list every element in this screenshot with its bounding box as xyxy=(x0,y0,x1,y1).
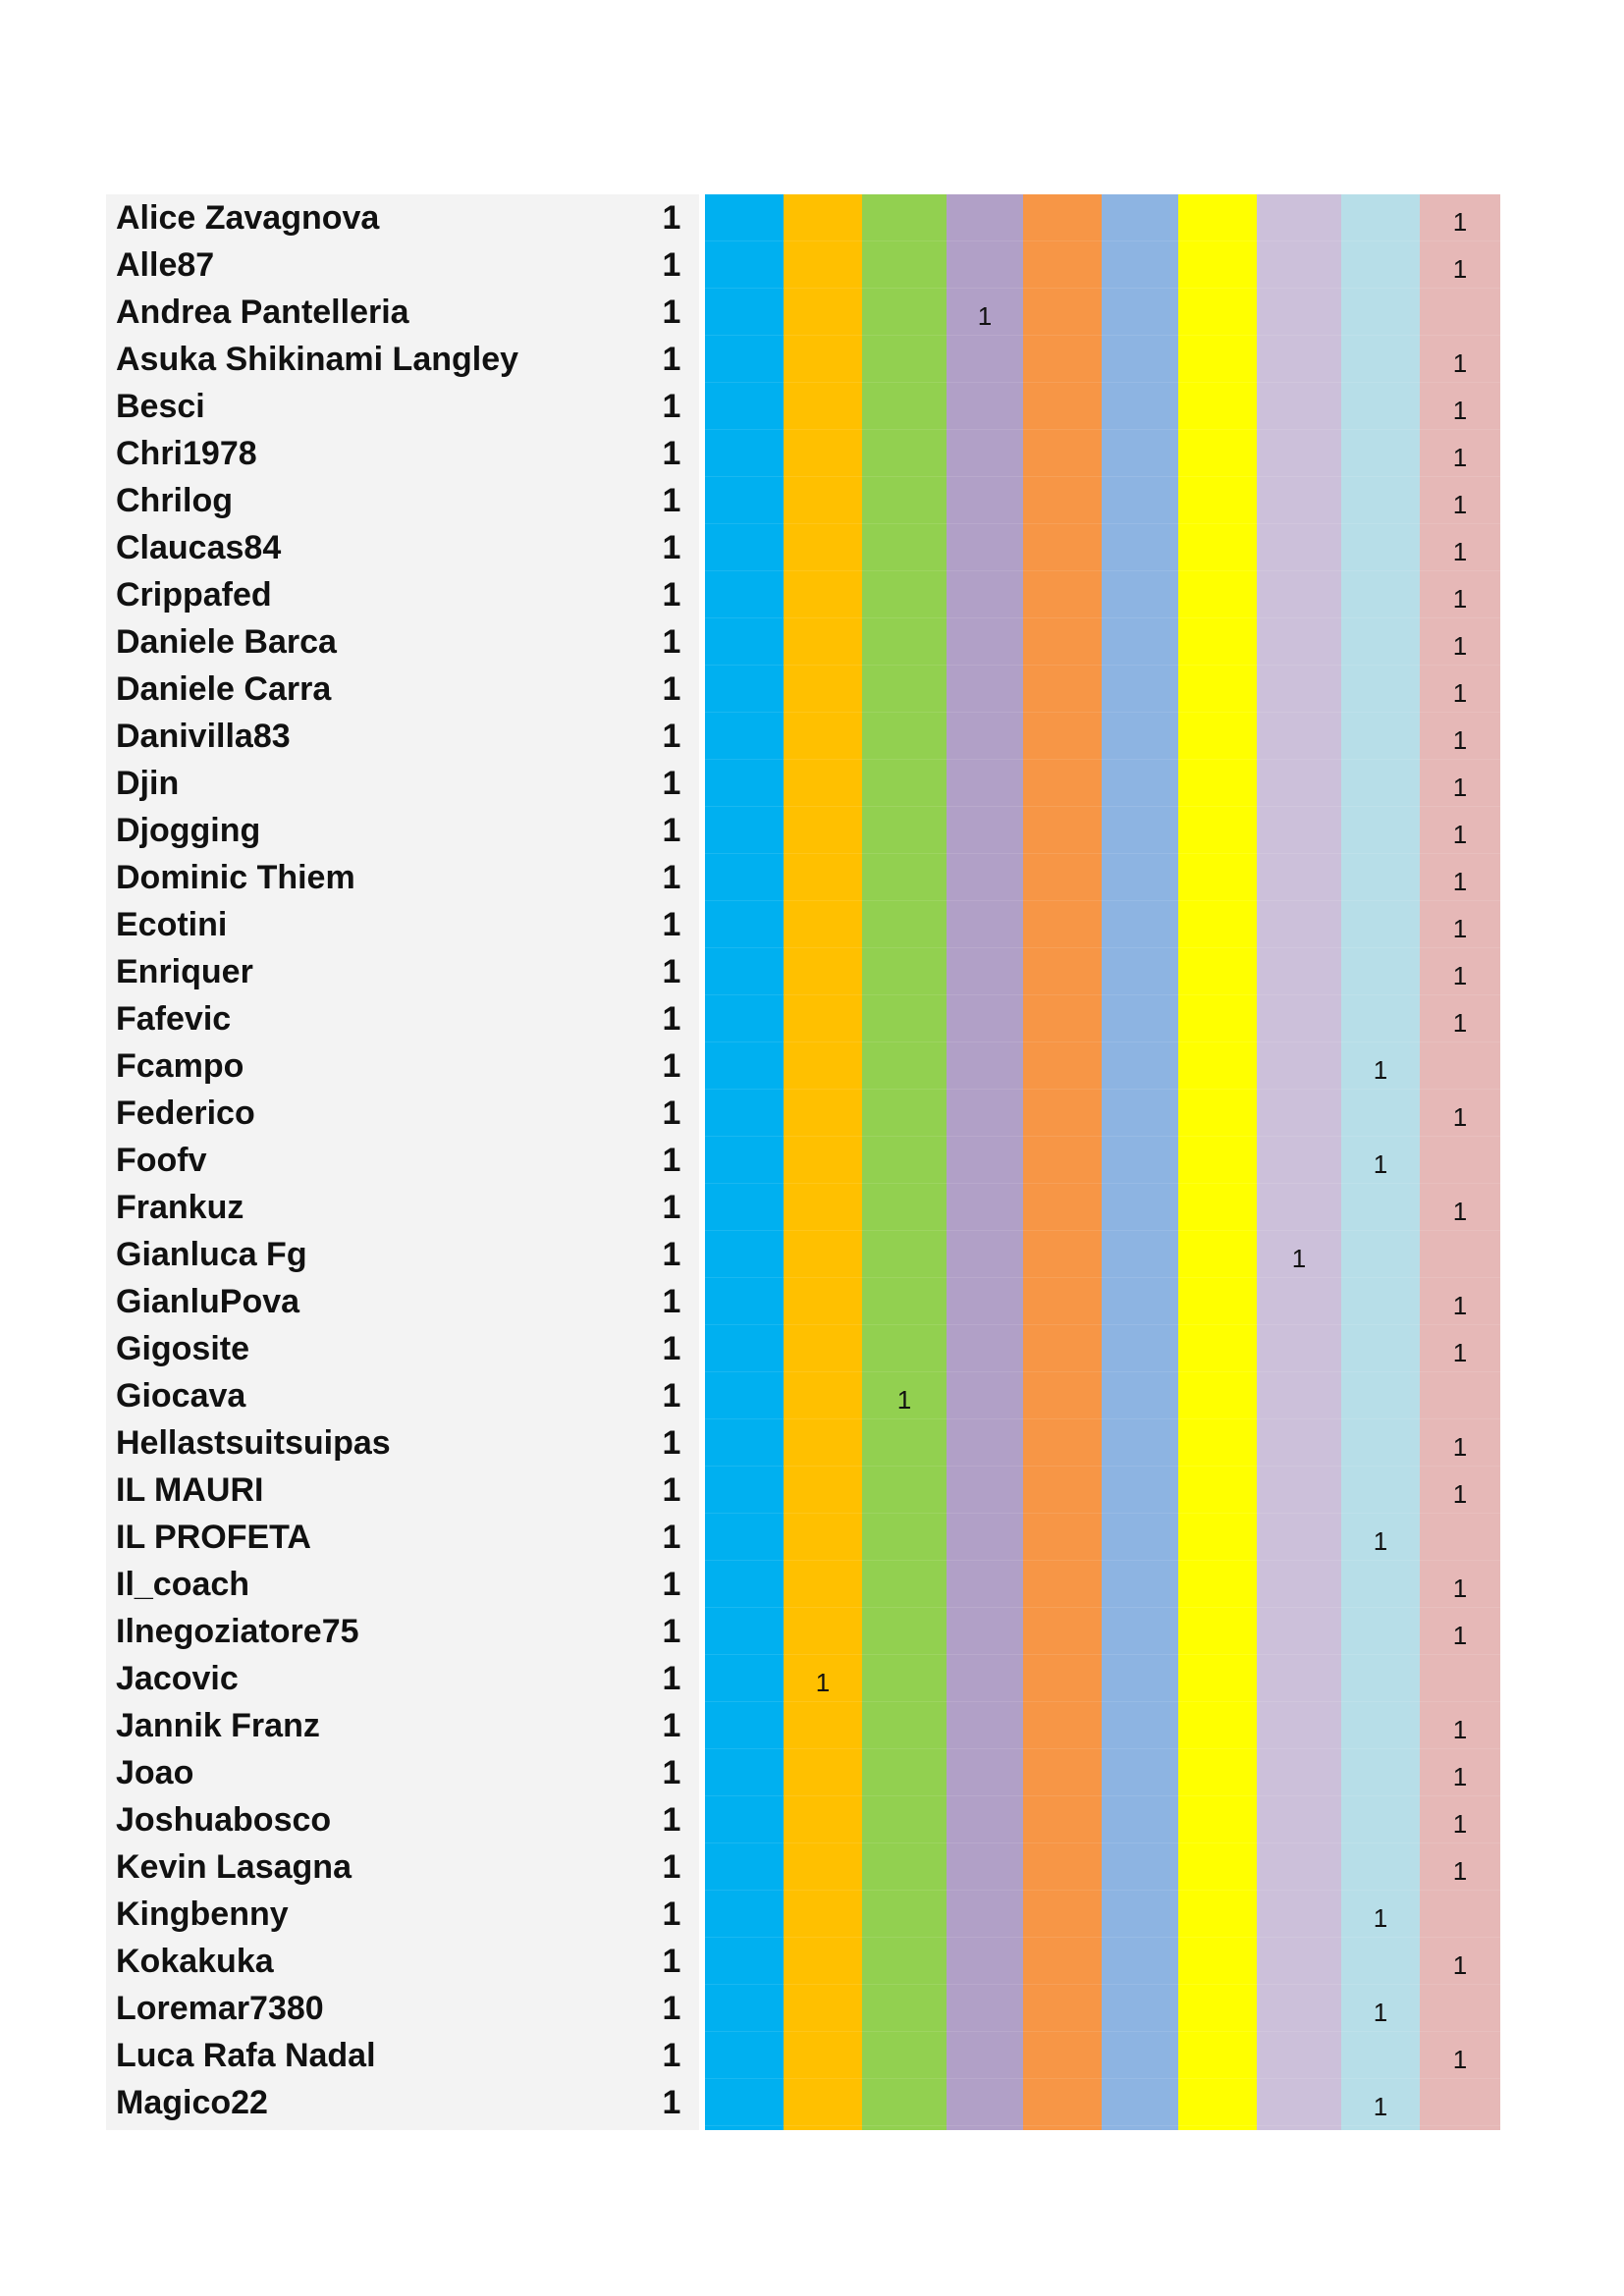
table-row xyxy=(106,1985,1500,2032)
column-mark: 1 xyxy=(1452,961,1468,990)
participant-name: Kokakuka xyxy=(116,1943,274,1980)
participant-score: 1 xyxy=(662,859,681,896)
column-mark: 1 xyxy=(977,301,993,331)
participant-score: 1 xyxy=(662,1896,681,1933)
spreadsheet-table xyxy=(106,194,1500,2130)
column-mark: 1 xyxy=(1373,2092,1388,2121)
table-row xyxy=(106,948,1500,995)
column-mark: 1 xyxy=(1452,820,1468,849)
table-row xyxy=(106,1843,1500,1891)
participant-name: Fcampo xyxy=(116,1047,244,1085)
participant-name: IL PROFETA xyxy=(116,1519,311,1556)
column-mark: 1 xyxy=(1452,396,1468,425)
participant-name: Asuka Shikinami Langley xyxy=(116,341,519,378)
participant-name: Luca Rafa Nadal xyxy=(116,2037,376,2074)
table-row xyxy=(106,430,1500,477)
participant-score: 1 xyxy=(662,1283,681,1320)
participant-score: 1 xyxy=(662,1754,681,1791)
participant-score: 1 xyxy=(662,1000,681,1038)
table-row xyxy=(106,241,1500,289)
participant-name: Daniele Carra xyxy=(116,670,332,708)
participant-score: 1 xyxy=(662,1236,681,1273)
participant-score: 1 xyxy=(662,718,681,755)
column-mark: 1 xyxy=(1452,867,1468,896)
column-mark: 1 xyxy=(1373,1055,1388,1085)
participant-score: 1 xyxy=(662,670,681,708)
participant-score: 1 xyxy=(662,576,681,614)
table-row xyxy=(106,383,1500,430)
participant-score: 1 xyxy=(662,1519,681,1556)
participant-name: Chri1978 xyxy=(116,435,257,472)
table-row xyxy=(106,1042,1500,1090)
table-row xyxy=(106,1702,1500,1749)
participant-name: IL MAURI xyxy=(116,1471,264,1509)
participant-score: 1 xyxy=(662,1330,681,1367)
column-mark: 1 xyxy=(1452,1291,1468,1320)
table-row xyxy=(106,1514,1500,1561)
column-mark: 1 xyxy=(1373,1998,1388,2027)
participant-score: 1 xyxy=(662,1095,681,1132)
column-mark: 1 xyxy=(1452,914,1468,943)
column-mark: 1 xyxy=(1373,1903,1388,1933)
participant-score: 1 xyxy=(662,199,681,237)
column-mark: 1 xyxy=(1452,348,1468,378)
participant-score: 1 xyxy=(662,1801,681,1839)
participant-name: Jannik Franz xyxy=(116,1707,320,1744)
participant-name: Kingbenny xyxy=(116,1896,289,1933)
table-row xyxy=(106,336,1500,383)
column-mark: 1 xyxy=(1452,1762,1468,1791)
participant-name: Joshuabosco xyxy=(116,1801,332,1839)
participant-score: 1 xyxy=(662,812,681,849)
table-row xyxy=(106,1608,1500,1655)
column-mark: 1 xyxy=(1452,773,1468,802)
participant-score: 1 xyxy=(662,1142,681,1179)
participant-score: 1 xyxy=(662,1990,681,2027)
table-row xyxy=(106,2079,1500,2126)
table-row xyxy=(106,524,1500,571)
table-row xyxy=(106,2032,1500,2079)
table-row xyxy=(106,194,1500,241)
participant-score: 1 xyxy=(662,529,681,566)
column-mark: 1 xyxy=(1452,678,1468,708)
column-mark: 1 xyxy=(1373,1526,1388,1556)
table-row xyxy=(106,1796,1500,1843)
participant-name: Ecotini xyxy=(116,906,228,943)
column-mark: 1 xyxy=(1452,1197,1468,1226)
participant-name: Il_coach xyxy=(116,1566,250,1603)
participant-name: Jacovic xyxy=(116,1660,239,1697)
participant-score: 1 xyxy=(662,765,681,802)
column-mark: 1 xyxy=(1452,1008,1468,1038)
participant-name: Alle87 xyxy=(116,246,215,284)
table-row xyxy=(106,995,1500,1042)
participant-score: 1 xyxy=(662,2037,681,2074)
table-row xyxy=(106,713,1500,760)
table-row xyxy=(106,854,1500,901)
table-row xyxy=(106,901,1500,948)
table-row xyxy=(106,571,1500,618)
table-row xyxy=(106,760,1500,807)
table-row xyxy=(106,807,1500,854)
participant-score: 1 xyxy=(662,341,681,378)
participant-name: Ilnegoziatore75 xyxy=(116,1613,359,1650)
participant-name: Chrilog xyxy=(116,482,233,519)
participant-score: 1 xyxy=(662,1377,681,1415)
table-row xyxy=(106,1372,1500,1419)
column-mark: 1 xyxy=(1452,443,1468,472)
participant-score: 1 xyxy=(662,1189,681,1226)
participant-name: Djin xyxy=(116,765,180,802)
participant-score: 1 xyxy=(662,1660,681,1697)
column-mark: 1 xyxy=(1452,1338,1468,1367)
participant-score: 1 xyxy=(662,1707,681,1744)
participant-score: 1 xyxy=(662,1943,681,1980)
table-row xyxy=(106,477,1500,524)
table-row xyxy=(106,1938,1500,1985)
column-mark: 1 xyxy=(1452,2045,1468,2074)
column-mark: 1 xyxy=(1452,725,1468,755)
participant-name: Fafevic xyxy=(116,1000,232,1038)
participant-name: Andrea Pantelleria xyxy=(116,294,409,331)
participant-score: 1 xyxy=(662,623,681,661)
participant-score: 1 xyxy=(662,906,681,943)
participant-name: Hellastsuitsuipas xyxy=(116,1424,391,1462)
column-mark: 1 xyxy=(1291,1244,1307,1273)
participant-score: 1 xyxy=(662,1848,681,1886)
participant-score: 1 xyxy=(662,435,681,472)
participant-score: 1 xyxy=(662,482,681,519)
column-mark: 1 xyxy=(1452,1432,1468,1462)
column-mark: 1 xyxy=(1373,1149,1388,1179)
column-mark: 1 xyxy=(1452,490,1468,519)
column-mark: 1 xyxy=(1452,631,1468,661)
table-row xyxy=(106,1090,1500,1137)
participant-score: 1 xyxy=(662,2084,681,2121)
participant-score: 1 xyxy=(662,388,681,425)
table-row xyxy=(106,1278,1500,1325)
participant-name: Gianluca Fg xyxy=(116,1236,307,1273)
participant-name: Frankuz xyxy=(116,1189,244,1226)
column-mark: 1 xyxy=(1452,1950,1468,1980)
participant-name: Federico xyxy=(116,1095,255,1132)
table-row xyxy=(106,289,1500,336)
table-row xyxy=(106,1467,1500,1514)
participant-name: GianluPova xyxy=(116,1283,300,1320)
participant-score: 1 xyxy=(662,1566,681,1603)
column-mark: 1 xyxy=(1452,1809,1468,1839)
participant-score: 1 xyxy=(662,953,681,990)
participant-score: 1 xyxy=(662,1471,681,1509)
participant-name: Joao xyxy=(116,1754,194,1791)
participant-name: Gigosite xyxy=(116,1330,250,1367)
table-row xyxy=(106,1655,1500,1702)
participant-name: Claucas84 xyxy=(116,529,282,566)
column-mark: 1 xyxy=(1452,1856,1468,1886)
table-row xyxy=(106,1325,1500,1372)
participant-score: 1 xyxy=(662,1424,681,1462)
column-mark: 1 xyxy=(896,1385,912,1415)
participant-name: Kevin Lasagna xyxy=(116,1848,352,1886)
participant-name: Magico22 xyxy=(116,2084,268,2121)
participant-name: Crippafed xyxy=(116,576,272,614)
participant-name: Loremar7380 xyxy=(116,1990,324,2027)
column-mark: 1 xyxy=(1452,537,1468,566)
participant-name: Dominic Thiem xyxy=(116,859,355,896)
participant-name: Foofv xyxy=(116,1142,207,1179)
table-row xyxy=(106,1137,1500,1184)
table-row xyxy=(106,618,1500,666)
column-mark: 1 xyxy=(1452,1102,1468,1132)
column-mark: 1 xyxy=(1452,584,1468,614)
column-mark: 1 xyxy=(1452,207,1468,237)
participant-score: 1 xyxy=(662,246,681,284)
participant-name: Besci xyxy=(116,388,205,425)
participant-score: 1 xyxy=(662,294,681,331)
column-mark: 1 xyxy=(1452,254,1468,284)
table-row xyxy=(106,1231,1500,1278)
participant-name: Alice Zavagnova xyxy=(116,199,380,237)
table-row xyxy=(106,1749,1500,1796)
table-row xyxy=(106,1419,1500,1467)
participant-name: Enriquer xyxy=(116,953,253,990)
column-mark: 1 xyxy=(1452,1621,1468,1650)
participant-score: 1 xyxy=(662,1047,681,1085)
table-row xyxy=(106,666,1500,713)
participant-name: Daniele Barca xyxy=(116,623,337,661)
column-mark: 1 xyxy=(1452,1479,1468,1509)
participant-name: Giocava xyxy=(116,1377,246,1415)
column-mark: 1 xyxy=(1452,1574,1468,1603)
participant-score: 1 xyxy=(662,1613,681,1650)
table-row xyxy=(106,1184,1500,1231)
participant-name: Djogging xyxy=(116,812,261,849)
column-mark: 1 xyxy=(1452,1715,1468,1744)
participant-name: Danivilla83 xyxy=(116,718,291,755)
table-row xyxy=(106,1891,1500,1938)
table-row xyxy=(106,1561,1500,1608)
column-mark: 1 xyxy=(815,1668,831,1697)
